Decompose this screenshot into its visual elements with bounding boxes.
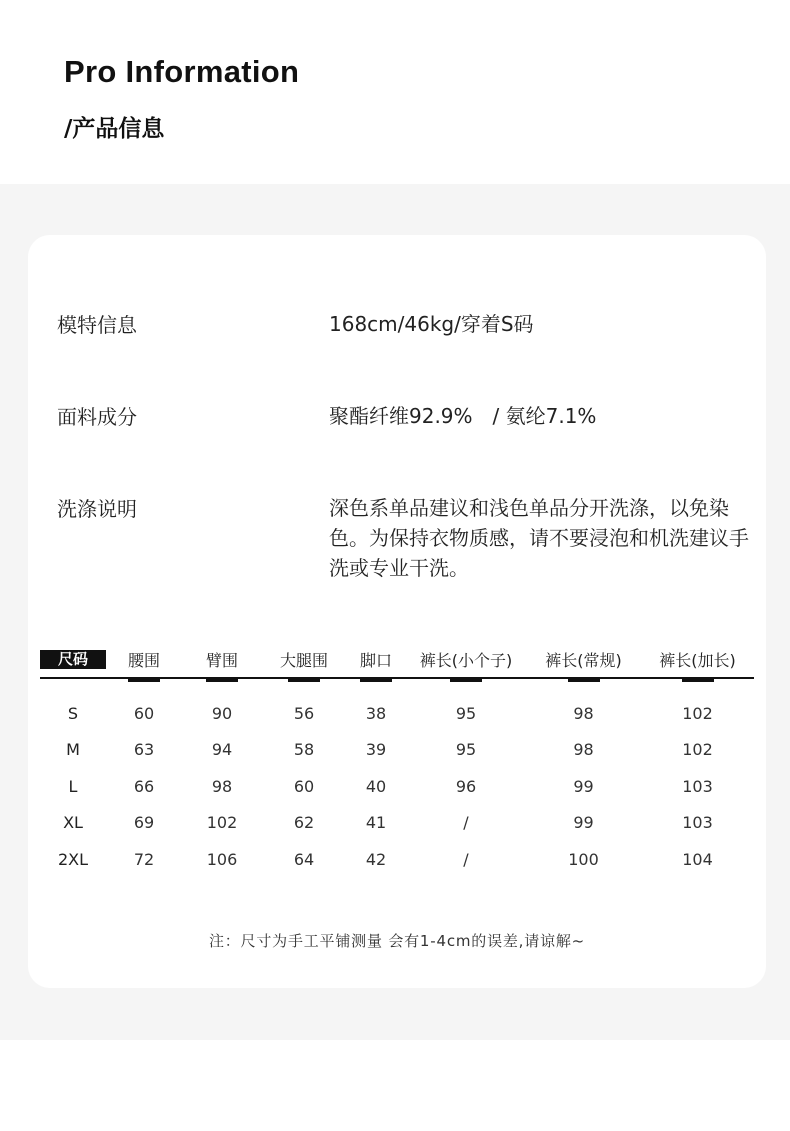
info-label-model: 模特信息 (57, 313, 137, 337)
info-value-washing: 深色系单品建议和浅色单品分开洗涤，以免染色。为保持衣物质感，请不要浸泡和机洗建议手洗或专业干洗。 (329, 496, 749, 580)
info-label-fabric: 面料成分 (57, 405, 137, 429)
table-row: S 60 90 56 38 95 98 102 (67, 703, 713, 723)
info-panel (0, 184, 790, 1040)
measurement-note: 注：尺寸为手工平铺测量 会有1-4cm的误差,请谅解~ (208, 932, 586, 950)
info-card (28, 235, 766, 988)
table-row: L 66 98 60 40 96 99 103 (68, 776, 713, 796)
page-header (0, 0, 790, 184)
info-label-washing: 洗涤说明 (57, 497, 137, 521)
table-row: M 63 94 58 39 95 98 102 (66, 740, 713, 760)
header-size: 尺码 (40, 641, 106, 678)
size-table (40, 641, 754, 878)
info-value-model: 168cm/46kg/穿着S码 (329, 312, 534, 336)
size-table-header (40, 641, 754, 678)
header-hem: 脚口 (346, 641, 406, 678)
table-row: XL 69 102 62 41 / 99 103 (63, 813, 713, 833)
header-length-regular: 裤长(常规) (526, 641, 641, 678)
info-value-fabric: 聚酯纤维92.9% / 氨纶7.1% (329, 404, 597, 428)
header-waist: 腰围 (106, 641, 182, 678)
title-english: Pro Information (64, 54, 300, 89)
header-length-petite: 裤长(小个子) (406, 641, 526, 678)
title-chinese: /产品信息 (64, 116, 165, 142)
header-length-long: 裤长(加长) (641, 641, 754, 678)
table-row: 2XL 72 106 64 42 / 100 104 (57, 849, 713, 869)
header-thigh: 大腿围 (262, 641, 346, 678)
header-arm: 臂围 (182, 641, 262, 678)
